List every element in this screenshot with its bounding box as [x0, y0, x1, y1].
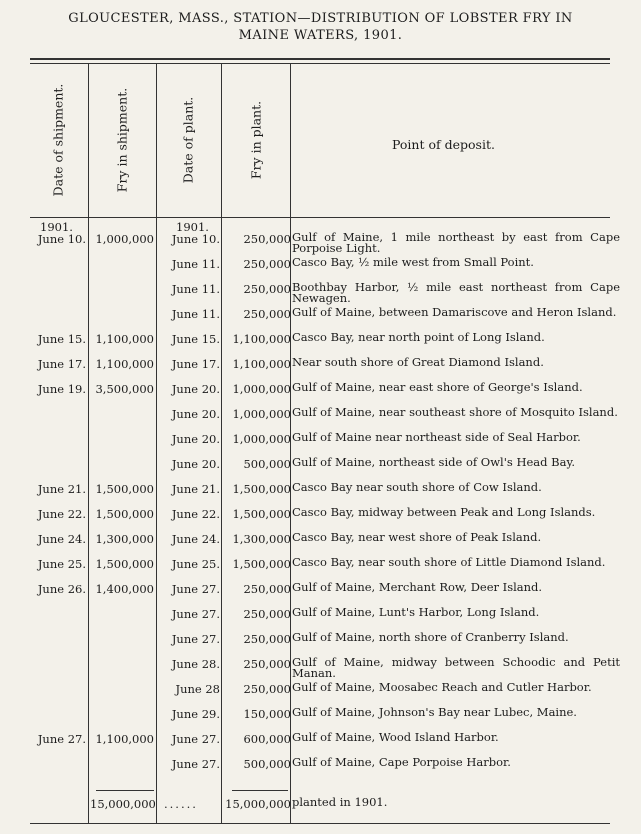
fry-in-shipment-cell: 1,100,000: [95, 732, 154, 746]
date-of-shipment-cell: June 25.: [37, 557, 86, 571]
date-of-plant-cell: June 11.: [171, 307, 220, 321]
date-of-plant-cell: June 28: [175, 682, 220, 696]
date-of-shipment-cell: June 17.: [37, 357, 86, 371]
point-of-deposit-cell: Gulf of Maine, north shore of Cranberry Island.: [292, 630, 569, 644]
point-of-deposit-cell: Gulf of Maine, near southeast shore of Mosquito Island.: [292, 405, 618, 419]
date-of-plant-cell: June 25.: [171, 557, 220, 571]
table-row: [0, 357, 641, 382]
date-of-plant-cell: June 21.: [171, 482, 220, 496]
fry-in-shipment-cell: 1,500,000: [95, 482, 154, 496]
point-of-deposit-cell: Near south shore of Great Diamond Island.: [292, 355, 544, 369]
fry-in-plant-cell: 250,000: [243, 232, 291, 246]
table-row: [0, 682, 641, 707]
date-of-shipment-cell: June 22.: [37, 507, 86, 521]
date-of-shipment-cell: June 26.: [37, 582, 86, 596]
sum-rule-fry-plant: [232, 790, 288, 791]
date-of-plant-cell: June 27.: [171, 607, 220, 621]
table-row: [0, 507, 641, 532]
fry-in-plant-cell: 1,500,000: [232, 482, 291, 496]
table-title: [0, 10, 641, 44]
table-row: [0, 632, 641, 657]
point-of-deposit-cell: Gulf of Maine, 1 mile northeast by east from Cape Porpoise Light.: [292, 230, 620, 255]
table-row: [0, 307, 641, 332]
fry-in-shipment-cell: 1,100,000: [95, 332, 154, 346]
date-of-plant-cell: June 17.: [171, 357, 220, 371]
total-fry-shipment: 15,000,000: [90, 797, 156, 811]
date-of-shipment-cell: June 10.: [37, 232, 86, 246]
fry-in-plant-cell: 250,000: [243, 632, 291, 646]
fry-in-plant-cell: 1,100,000: [232, 357, 291, 371]
sum-rule-fry-shipment: [96, 790, 154, 791]
point-of-deposit-cell: Gulf of Maine, Johnson's Bay near Lubec, Maine.: [292, 705, 577, 719]
top-rule-thin: [30, 63, 610, 64]
table-row: [0, 607, 641, 632]
date-of-plant-cell: June 28.: [171, 657, 220, 671]
date-of-plant-cell: June 10.: [171, 232, 220, 246]
fry-in-plant-cell: 150,000: [243, 707, 291, 721]
table-row: [0, 382, 641, 407]
fry-in-plant-cell: 1,100,000: [232, 332, 291, 346]
table-row: [0, 282, 641, 307]
fry-in-shipment-cell: 1,500,000: [95, 507, 154, 521]
date-of-plant-cell: June 20.: [171, 457, 220, 471]
date-of-plant-cell: June 27.: [171, 582, 220, 596]
date-of-plant-cell: June 11.: [171, 282, 220, 296]
point-of-deposit-cell: Casco Bay, near south shore of Little Diamond Island.: [292, 555, 606, 569]
table-row: [0, 582, 641, 607]
date-of-shipment-cell: June 19.: [37, 382, 86, 396]
date-of-plant-cell: June 11.: [171, 257, 220, 271]
point-of-deposit-cell: Casco Bay, midway between Peak and Long Islands.: [292, 505, 596, 519]
header-date-of-plant: Date of plant.: [180, 96, 196, 184]
point-of-deposit-cell: Gulf of Maine, Merchant Row, Deer Island.: [292, 580, 543, 594]
table-row: [0, 407, 641, 432]
point-of-deposit-cell: Gulf of Maine, between Damariscove and Heron Island.: [292, 305, 617, 319]
fry-in-plant-cell: 500,000: [243, 757, 291, 771]
header-rule: [30, 217, 610, 218]
fry-in-shipment-cell: 3,500,000: [95, 382, 154, 396]
point-of-deposit-cell: Gulf of Maine, Moosabec Reach and Cutler Harbor.: [292, 680, 592, 694]
point-of-deposit-cell: Casco Bay, near west shore of Peak Island.: [292, 530, 542, 544]
fry-in-plant-cell: 1,300,000: [232, 532, 291, 546]
date-of-plant-cell: June 27.: [171, 632, 220, 646]
table-row: [0, 257, 641, 282]
total-date-plant: ......: [164, 797, 198, 811]
table-row: [0, 457, 641, 482]
total-note: planted in 1901.: [292, 795, 388, 809]
fry-in-shipment-cell: 1,000,000: [95, 232, 154, 246]
date-of-plant-cell: June 22.: [171, 507, 220, 521]
point-of-deposit-cell: Gulf of Maine, near east shore of George's Island.: [292, 380, 583, 394]
date-of-plant-cell: June 20.: [171, 407, 220, 421]
table-row: [0, 482, 641, 507]
point-of-deposit-cell: Gulf of Maine, midway between Schoodic and Petit Manan.: [292, 655, 620, 680]
date-of-plant-cell: June 20.: [171, 432, 220, 446]
fry-in-plant-cell: 1,000,000: [232, 382, 291, 396]
date-of-shipment-cell: June 21.: [37, 482, 86, 496]
table-row: [0, 532, 641, 557]
date-of-shipment-cell: June 24.: [37, 532, 86, 546]
header-fry-in-shipment: Fry in shipment.: [114, 87, 130, 193]
fry-in-plant-cell: 250,000: [243, 657, 291, 671]
date-of-plant-cell: June 20.: [171, 382, 220, 396]
fry-in-plant-cell: 250,000: [243, 257, 291, 271]
title-line-2: MAINE WATERS, 1901.: [238, 28, 403, 43]
fry-in-plant-cell: 250,000: [243, 682, 291, 696]
date-of-plant-cell: June 29.: [171, 707, 220, 721]
total-fry-plant: 15,000,000: [225, 797, 291, 811]
top-rule-thick: [30, 58, 610, 60]
title-line-1: GLOUCESTER, MASS., STATION—DISTRIBUTION OF LOBSTER FRY IN: [68, 11, 573, 26]
table-row: [0, 757, 641, 782]
fry-in-plant-cell: 1,000,000: [232, 407, 291, 421]
fry-in-plant-cell: 250,000: [243, 282, 291, 296]
fry-in-plant-cell: 500,000: [243, 457, 291, 471]
point-of-deposit-cell: Gulf of Maine, Cape Porpoise Harbor.: [292, 755, 511, 769]
point-of-deposit-cell: Casco Bay near south shore of Cow Island.: [292, 480, 542, 494]
date-of-plant-cell: June 27.: [171, 757, 220, 771]
date-of-plant-cell: June 15.: [171, 332, 220, 346]
fry-in-shipment-cell: 1,300,000: [95, 532, 154, 546]
fry-in-shipment-cell: 1,400,000: [95, 582, 154, 596]
fry-in-shipment-cell: 1,500,000: [95, 557, 154, 571]
header-date-of-shipment: Date of shipment.: [50, 83, 66, 197]
point-of-deposit-cell: Gulf of Maine, northeast side of Owl's Head Bay.: [292, 455, 576, 469]
table-row: [0, 332, 641, 357]
point-of-deposit-cell: Boothbay Harbor, ½ mile east northeast from Cape Newagen.: [292, 280, 620, 305]
point-of-deposit-cell: Gulf of Maine, Lunt's Harbor, Long Island.: [292, 605, 540, 619]
total-row: [0, 797, 641, 822]
date-of-shipment-cell: June 27.: [37, 732, 86, 746]
table-row: [0, 232, 641, 257]
year-shipment: 1901.: [40, 220, 73, 234]
table-row: [0, 707, 641, 732]
fry-in-plant-cell: 250,000: [243, 582, 291, 596]
point-of-deposit-cell: Gulf of Maine, Wood Island Harbor.: [292, 730, 499, 744]
fry-in-plant-cell: 250,000: [243, 607, 291, 621]
table-row: [0, 657, 641, 682]
fry-in-plant-cell: 250,000: [243, 307, 291, 321]
fry-in-plant-cell: 1,500,000: [232, 507, 291, 521]
date-of-shipment-cell: June 15.: [37, 332, 86, 346]
table-row: [0, 557, 641, 582]
date-of-plant-cell: June 24.: [171, 532, 220, 546]
fry-in-plant-cell: 600,000: [243, 732, 291, 746]
fry-in-shipment-cell: 1,100,000: [95, 357, 154, 371]
table-row: [0, 732, 641, 757]
bottom-rule: [30, 823, 610, 824]
point-of-deposit-cell: Gulf of Maine near northeast side of Seal Harbor.: [292, 430, 581, 444]
header-point-of-deposit: Point of deposit.: [392, 137, 495, 152]
fry-in-plant-cell: 1,000,000: [232, 432, 291, 446]
date-of-plant-cell: June 27.: [171, 732, 220, 746]
point-of-deposit-cell: Casco Bay, near north point of Long Island.: [292, 330, 545, 344]
table-row: [0, 432, 641, 457]
header-fry-in-plant: Fry in plant.: [248, 100, 264, 180]
year-plant: 1901.: [176, 220, 209, 234]
fry-in-plant-cell: 1,500,000: [232, 557, 291, 571]
point-of-deposit-cell: Casco Bay, ½ mile west from Small Point.: [292, 255, 534, 269]
